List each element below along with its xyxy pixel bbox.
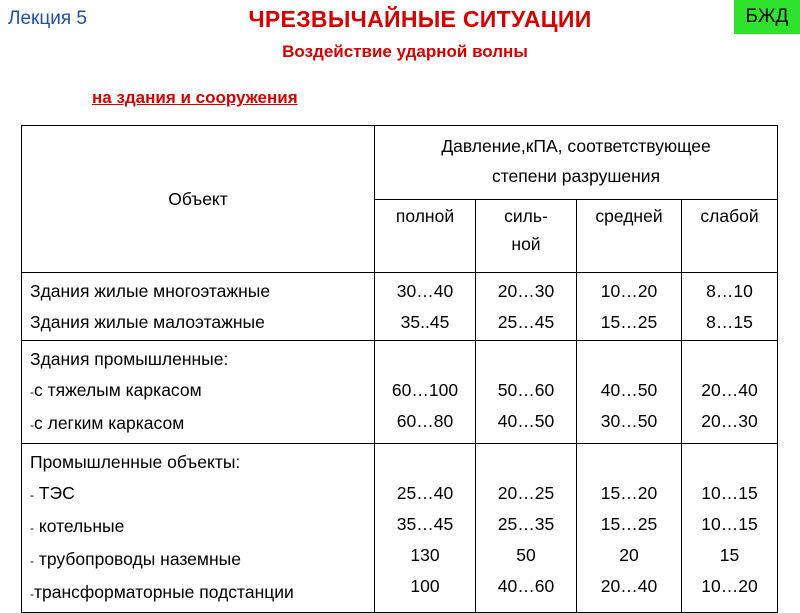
weak-value-cell [682,341,778,444]
spacer [476,344,576,375]
object-cell [22,341,375,444]
dash-marker: - [30,418,34,432]
value: 8…10 [706,281,753,301]
value: 25…45 [497,312,555,332]
object-line: Промышленные объекты: [30,452,241,472]
object-line [30,375,374,408]
pressure-column-header [375,126,778,200]
medium-value-cell [577,444,682,613]
object-line [30,544,374,577]
value: 50…60 [497,380,555,400]
object-column-header: Объект [22,126,375,273]
object-line-text: трансформаторные подстанции [34,582,294,602]
value: 20…25 [497,483,555,503]
value: 15…25 [600,514,658,534]
value: 40…50 [600,380,658,400]
dash-marker: - [30,521,34,535]
spacer [682,447,777,478]
subject-badge: БЖД [734,0,800,34]
degree-strong-label-2: ной [511,234,541,254]
value: 40…60 [497,576,555,596]
spacer [476,447,576,478]
lecture-label: Лекция 5 [8,8,87,29]
value: 30…40 [396,281,454,301]
degree-strong-header [476,200,577,273]
strong-value-cell [476,444,577,613]
value: 20 [619,545,639,565]
value: 35…45 [396,514,454,534]
full-value-cell [375,341,476,444]
value: 60…100 [391,380,459,400]
value: 10…15 [701,483,758,503]
value: 20…40 [701,380,758,400]
degree-strong-label-1: силь- [504,206,548,226]
value: 15…20 [600,483,658,503]
value: 15…25 [600,312,658,332]
object-line-text: с тяжелым каркасом [34,380,202,400]
object-line-text: котельные [34,516,125,536]
object-line [30,478,374,511]
pressure-header-line-1: Давление,кПА, соответствующее [441,136,711,156]
value: 20…40 [600,576,658,596]
object-line-text: с легким каркасом [34,413,185,433]
degree-full-header [375,200,476,273]
spacer [682,344,777,375]
value: 10…15 [701,514,758,534]
value: 25…40 [396,483,454,503]
value: 20…30 [701,411,758,431]
weak-value-cell [682,444,778,613]
value: 8…15 [706,312,753,332]
value: 100 [410,576,440,596]
object-line [30,511,374,544]
object-line-text: трубопроводы наземные [34,549,241,569]
object-line [30,577,374,610]
value: 60…80 [396,411,454,431]
object-line [30,408,374,441]
table-header-row [22,126,778,200]
value: 35..45 [400,312,450,332]
dash-marker: - [30,587,34,601]
spacer [577,447,681,478]
value: 40…50 [497,411,555,431]
dash-marker: - [30,488,34,502]
value: 20…30 [497,281,555,301]
table-row [22,341,778,444]
value: 25…35 [497,514,555,534]
dash-marker: - [30,554,34,568]
table-row [22,444,778,613]
dash-marker: - [30,385,34,399]
medium-value-cell [577,273,682,341]
table-row [22,273,778,341]
page-title: ЧРЕЗВЫЧАЙНЫЕ СИТУАЦИИ [248,6,592,32]
value: 10…20 [600,281,658,301]
spacer [375,447,475,478]
weak-value-cell [682,273,778,341]
spacer [577,344,681,375]
page-subtitle: Воздействие ударной волны [282,42,528,61]
object-line: Здания промышленные: [30,349,229,369]
object-line: Здания жилые малоэтажные [30,312,265,332]
value: 130 [410,545,440,565]
object-line: Здания жилые многоэтажные [30,281,271,301]
object-line-text: ТЭС [34,483,75,503]
full-value-cell [375,273,476,341]
degree-full-label: полной [395,206,455,226]
degree-weak-header [682,200,778,273]
object-cell [22,273,375,341]
value: 30…50 [600,411,658,431]
section-heading: на здания и сооружения [92,88,298,107]
value: 50 [516,545,536,565]
degree-medium-label: средней [595,206,663,226]
pressure-table [21,125,778,613]
strong-value-cell [476,273,577,341]
object-cell [22,444,375,613]
value: 10…20 [701,576,758,596]
degree-medium-header [577,200,682,273]
degree-weak-label: слабой [700,206,759,226]
medium-value-cell [577,341,682,444]
value: 15 [719,545,740,565]
full-value-cell [375,444,476,613]
pressure-header-line-2: степени разрушения [491,166,661,186]
spacer [375,344,475,375]
strong-value-cell [476,341,577,444]
